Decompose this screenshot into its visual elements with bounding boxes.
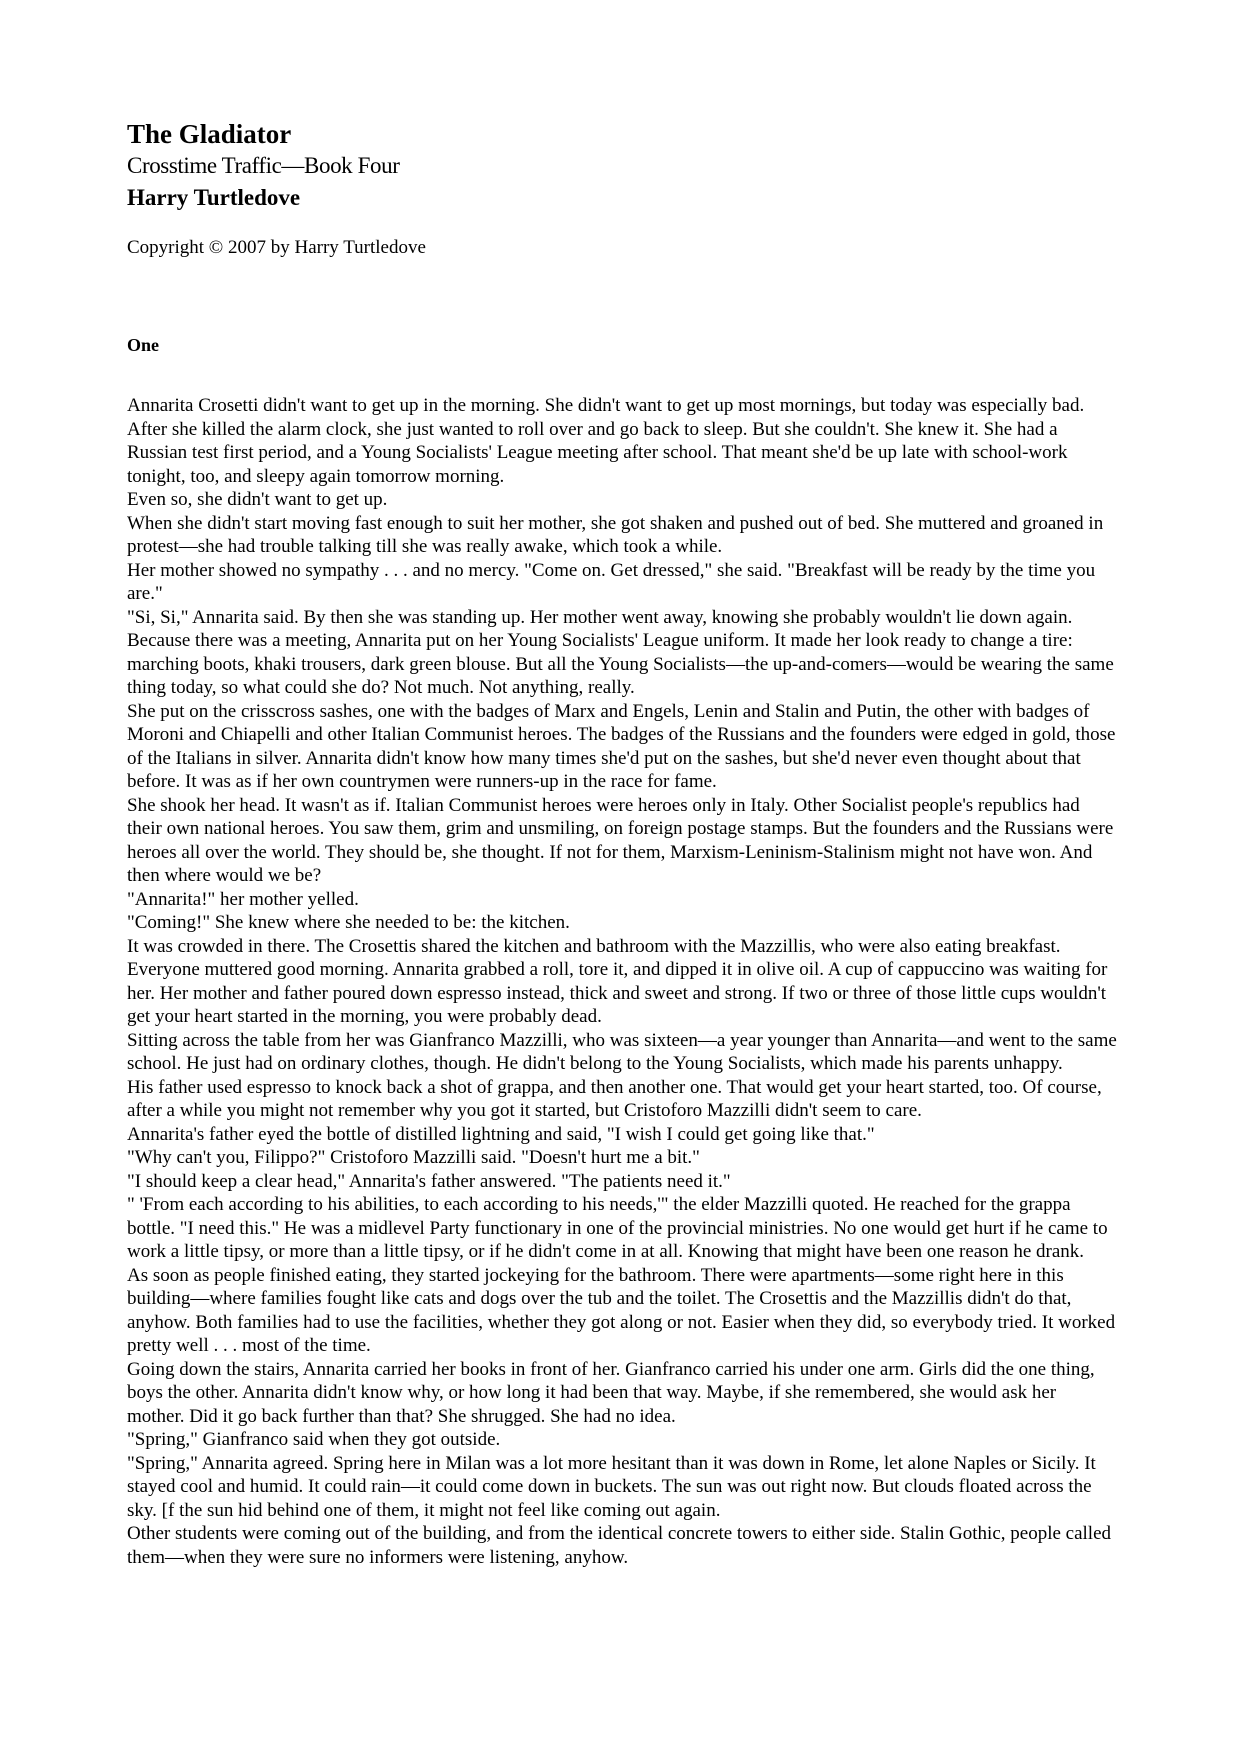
paragraph: Even so, she didn't want to get up.: [127, 489, 388, 510]
paragraph: "Annarita!" her mother yelled.: [127, 888, 359, 910]
paragraph: "Spring," Annarita agreed. Spring here in Milan was a lot more hesitant than it was down in Rome, let alone Naples or Sicily. It stayed cool and humid. It could rain—it could come down in buckets. The sun was out right now. But clouds floated across the sky. [f the sun hid behind one of them, it might not feel like coming out again.: [127, 1452, 1096, 1521]
book-subtitle: Crosstime Traffic—Book Four: [127, 153, 400, 178]
paragraph: Going down the stairs, Annarita carried her books in front of her. Gianfranco carried his under one arm. Girls did the one thing, boys the other. Annarita didn't know why, or how long it had been that way. Maybe, if she remembered, she would ask her mother. Did it go back further than that? She shrugged. She had no idea.: [127, 1358, 1095, 1427]
chapter-heading: One: [127, 335, 160, 355]
paragraph: His father used espresso to knock back a shot of grappa, and then another one. That would get your heart started, too. Of course, after a while you might not remember why you got it started, but Cristoforo Mazzilli didn't seem to care.: [127, 1076, 1102, 1121]
paragraph: Sitting across the table from her was Gianfranco Mazzilli, who was sixteen—a year younger than Annarita—and went to the same school. He just had on ordinary clothes, though. He didn't belong to the Young Socialists, which made his parents unhappy.: [127, 1029, 1117, 1074]
chapter-body: [127, 394, 1117, 1569]
paragraph: Annarita's father eyed the bottle of distilled lightning and said, "I wish I could get going like that.": [127, 1123, 875, 1145]
paragraph: Her mother showed no sympathy . . . and no mercy. "Come on. Get dressed," she said. "Breakfast will be ready by the time you are.": [127, 559, 1096, 604]
paragraph: "Why can't you, Filippo?" Cristoforo Mazzilli said. "Doesn't hurt me a bit.": [127, 1147, 700, 1168]
document-page: [127, 118, 1117, 1569]
copyright-notice: Copyright © 2007 by Harry Turtledove: [127, 237, 426, 258]
book-title: The Gladiator: [127, 119, 292, 149]
paragraph: When she didn't start moving fast enough to suit her mother, she got shaken and pushed out of bed. She muttered and groaned in protest—she had trouble talking till she was really awake, which took a while.: [127, 512, 1104, 557]
paragraph: " 'From each according to his abilities, to each according to his needs,'" the elder Mazzilli quoted. He reached for the grappa bottle. "I need this." He was a midlevel Party functionary in one of the provincial ministries. No one would get hurt if he came to work a little tipsy, or more than a little tipsy, or if he didn't come in at all. Knowing that might have been one reason he drank.: [127, 1194, 1108, 1262]
paragraph: Annarita Crosetti didn't want to get up in the morning. She didn't want to get up most mornings, but today was especially bad. After she killed the alarm clock, she just wanted to roll over and go back to sleep. But she couldn't. She knew it. She had a Russian test first period, and a Young Socialists' League meeting after school. That meant she'd be up late with school-work tonight, too, and sleepy again tomorrow morning.: [127, 395, 1085, 487]
paragraph: "Coming!" She knew where she needed to be: the kitchen.: [127, 912, 570, 933]
paragraph: Because there was a meeting, Annarita put on her Young Socialists' League uniform. It made her look ready to change a tire: marching boots, khaki trousers, dark green blouse. But all the Young Socialists—the up-and-comers—would be wearing the same thing today, so what could she do? Not much. Not anything, really.: [127, 630, 1114, 698]
paragraph: "I should keep a clear head," Annarita's father answered. "The patients need it.": [127, 1170, 731, 1192]
paragraph: "Si, Si," Annarita said. By then she was standing up. Her mother went away, knowing she probably wouldn't lie down again.: [127, 606, 1073, 628]
paragraph: She shook her head. It wasn't as if. Italian Communist heroes were heroes only in Italy. Other Socialist people's republics had their own national heroes. You saw them, grim and unsmiling, on foreign postage stamps. But the founders and the Russians were heroes all over the world. They should be, she thought. If not for them, Marxism-Leninism-Stalinism might not have won. And then where would we be?: [127, 794, 1114, 886]
paragraph: It was crowded in there. The Crosettis shared the kitchen and bathroom with the Mazzillis, who were also eating breakfast. Everyone muttered good morning. Annarita grabbed a roll, tore it, and dipped it in olive oil. A cup of cappuccino was waiting for her. Her mother and father poured down espresso instead, thick and sweet and strong. If two or three of those little cups wouldn't get your heart started in the morning, you were probably dead.: [127, 935, 1108, 1027]
paragraph: Other students were coming out of the building, and from the identical concrete towers to either side. Stalin Gothic, people called them—when they were sure no informers were listening, anyhow.: [127, 1523, 1112, 1568]
paragraph: As soon as people finished eating, they started jockeying for the bathroom. There were apartments—some right here in this building—where families fought like cats and dogs over the tub and the toilet. The Crosettis and the Mazzillis didn't do that, anyhow. Both families had to use the facilities, whether they got along or not. Easier when they did, so everybody tried. It worked pretty well . . . most of the time.: [127, 1264, 1116, 1356]
paragraph: She put on the crisscross sashes, one with the badges of Marx and Engels, Lenin and Stalin and Putin, the other with badges of Moroni and Chiapelli and other Italian Communist heroes. The badges of the Russians and the founders were edged in gold, those of the Italians in silver. Annarita didn't know how many times she'd put on the sashes, but she'd never even thought about that before. It was as if her own countrymen were runners-up in the race for fame.: [127, 700, 1116, 792]
paragraph: "Spring," Gianfranco said when they got outside.: [127, 1429, 501, 1450]
book-author: Harry Turtledove: [127, 185, 301, 210]
